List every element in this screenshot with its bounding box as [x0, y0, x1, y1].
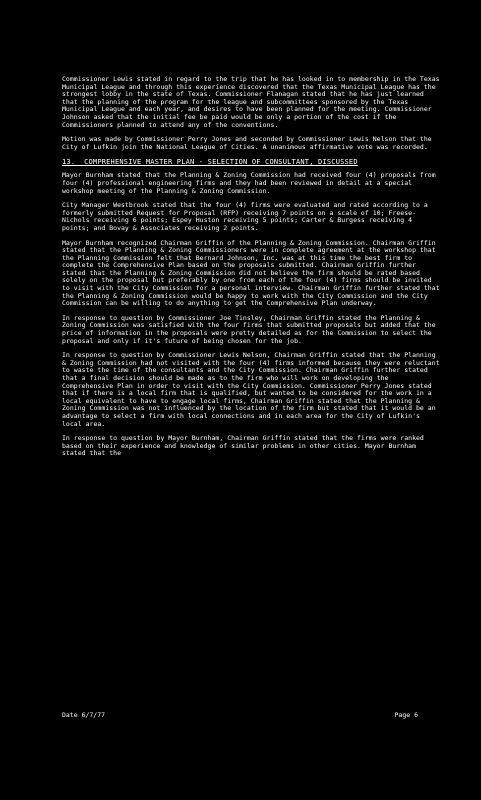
paragraph-4: City Manager Westbrook stated that the four (4) firms were evaluated and rated according to a formerly submitted Request for Proposal (RFP) receiving 7 points on a scale of 10; Freese-Nichols receiving 6 points; Espey Huston receiving 5 points; Carter & Burgess receiving 4 points; and Bovay & Associates receiving 2 points.	[62, 201, 432, 232]
paragraph-7: In response to question by Commissioner Lewis Nelson, Chairman Griffin stated that the Planning & Zoning Commission had not visited with the four (4) firms informed because they were reluctant to waste the time of the consultants and the City Commission. Chairman Griffin further stated that a final decision should be made as to the firm who will work on developing the Comprehensive Plan in order to visit with the City Commission. Commissioner Perry Jones stated that if there is a local firm that is qualified, but wanted to be considered for the work in a local equivalent to have to engage local firms, Chairman Griffin stated that the Planning & Zoning Commission was not influenced by the location of the firm but stated that it would be an advantage to select a firm with local connections and in each area for the City of Lufkin's local area.	[62, 351, 444, 428]
paragraph-8: In response to question by Mayor Burnham, Chairman Griffin stated that the firms were ranked based on their experience and knowledge of similar problems in other cities. Mayor Burnham stated that the	[62, 434, 428, 458]
paragraph-1: Commissioner Lewis stated in regard to the trip that he has looked in to membership in the Texas Municipal League and through this experience discovered that the Texas Municipal League has the strongest lobby in the state of Texas. Commissioner Flanagan stated that he has just learned that the planning of the program for the league and subcommittees sponsored by the Texas Municipal League and each year, and desires to have been planned for the meeting. Commissioner Johnson asked that the initial fee be paid would be only a portion of the cost if the Commissioners planned to attend any of the conventions.	[62, 75, 444, 129]
paragraph-3: Mayor Burnham stated that the Planning & Zoning Commission had received four (4) proposals from four (4) professional engineering firms and they had been reviewed in detail at a special workshop meeting of the Planning & Zoning Commission.	[62, 171, 440, 195]
page-footer	[62, 711, 418, 719]
paragraph-2: Motion was made by Commissioner Perry Jones and seconded by Commissioner Lewis Nelson that the City of Lufkin join the National League of Cities. A unanimous affirmative vote was recorded.	[62, 135, 436, 151]
paragraph-5: Mayor Burnham recognized Chairman Griffin of the Planning & Zoning Commission. Chairman Griffin stated that the Planning & Zoning Commissioners were in complete agreement at the workshop that the Planning Commission felt that Bernard Johnson, Inc. was at this time the best firm to complete the Comprehensive Plan based on the proposals submitted. Chairman Griffin further stated that the Planning & Zoning Commission did not believe the firm should be rated based solely on the proposal but preferably by one from each of the four (4) firms should be invited to visit with the City Commission for a personal interview. Chairman Griffin further stated that the Planning & Zoning Commission would be happy to work with the City Commission and the City Commission can be willing to do anything to get the Comprehensive Plan underway.	[62, 238, 444, 308]
document-page	[62, 76, 442, 465]
footer-page-number: Page 6	[394, 711, 418, 719]
footer-date: Date 6/7/77	[62, 711, 106, 719]
section-heading: 13. COMPREHENSIVE MASTER PLAN - SELECTION OF CONSULTANT, DISCUSSED	[62, 158, 358, 167]
paragraph-6: In response to question by Commissioner Joe Tinsley, Chairman Griffin stated the Planning & Zoning Commission was satisfied with the four firms that submitted proposals but added that the price of information in the proposals were pretty detailed as for the Commission to select the proposal and only if it's future of being chosen for the job.	[62, 313, 440, 345]
